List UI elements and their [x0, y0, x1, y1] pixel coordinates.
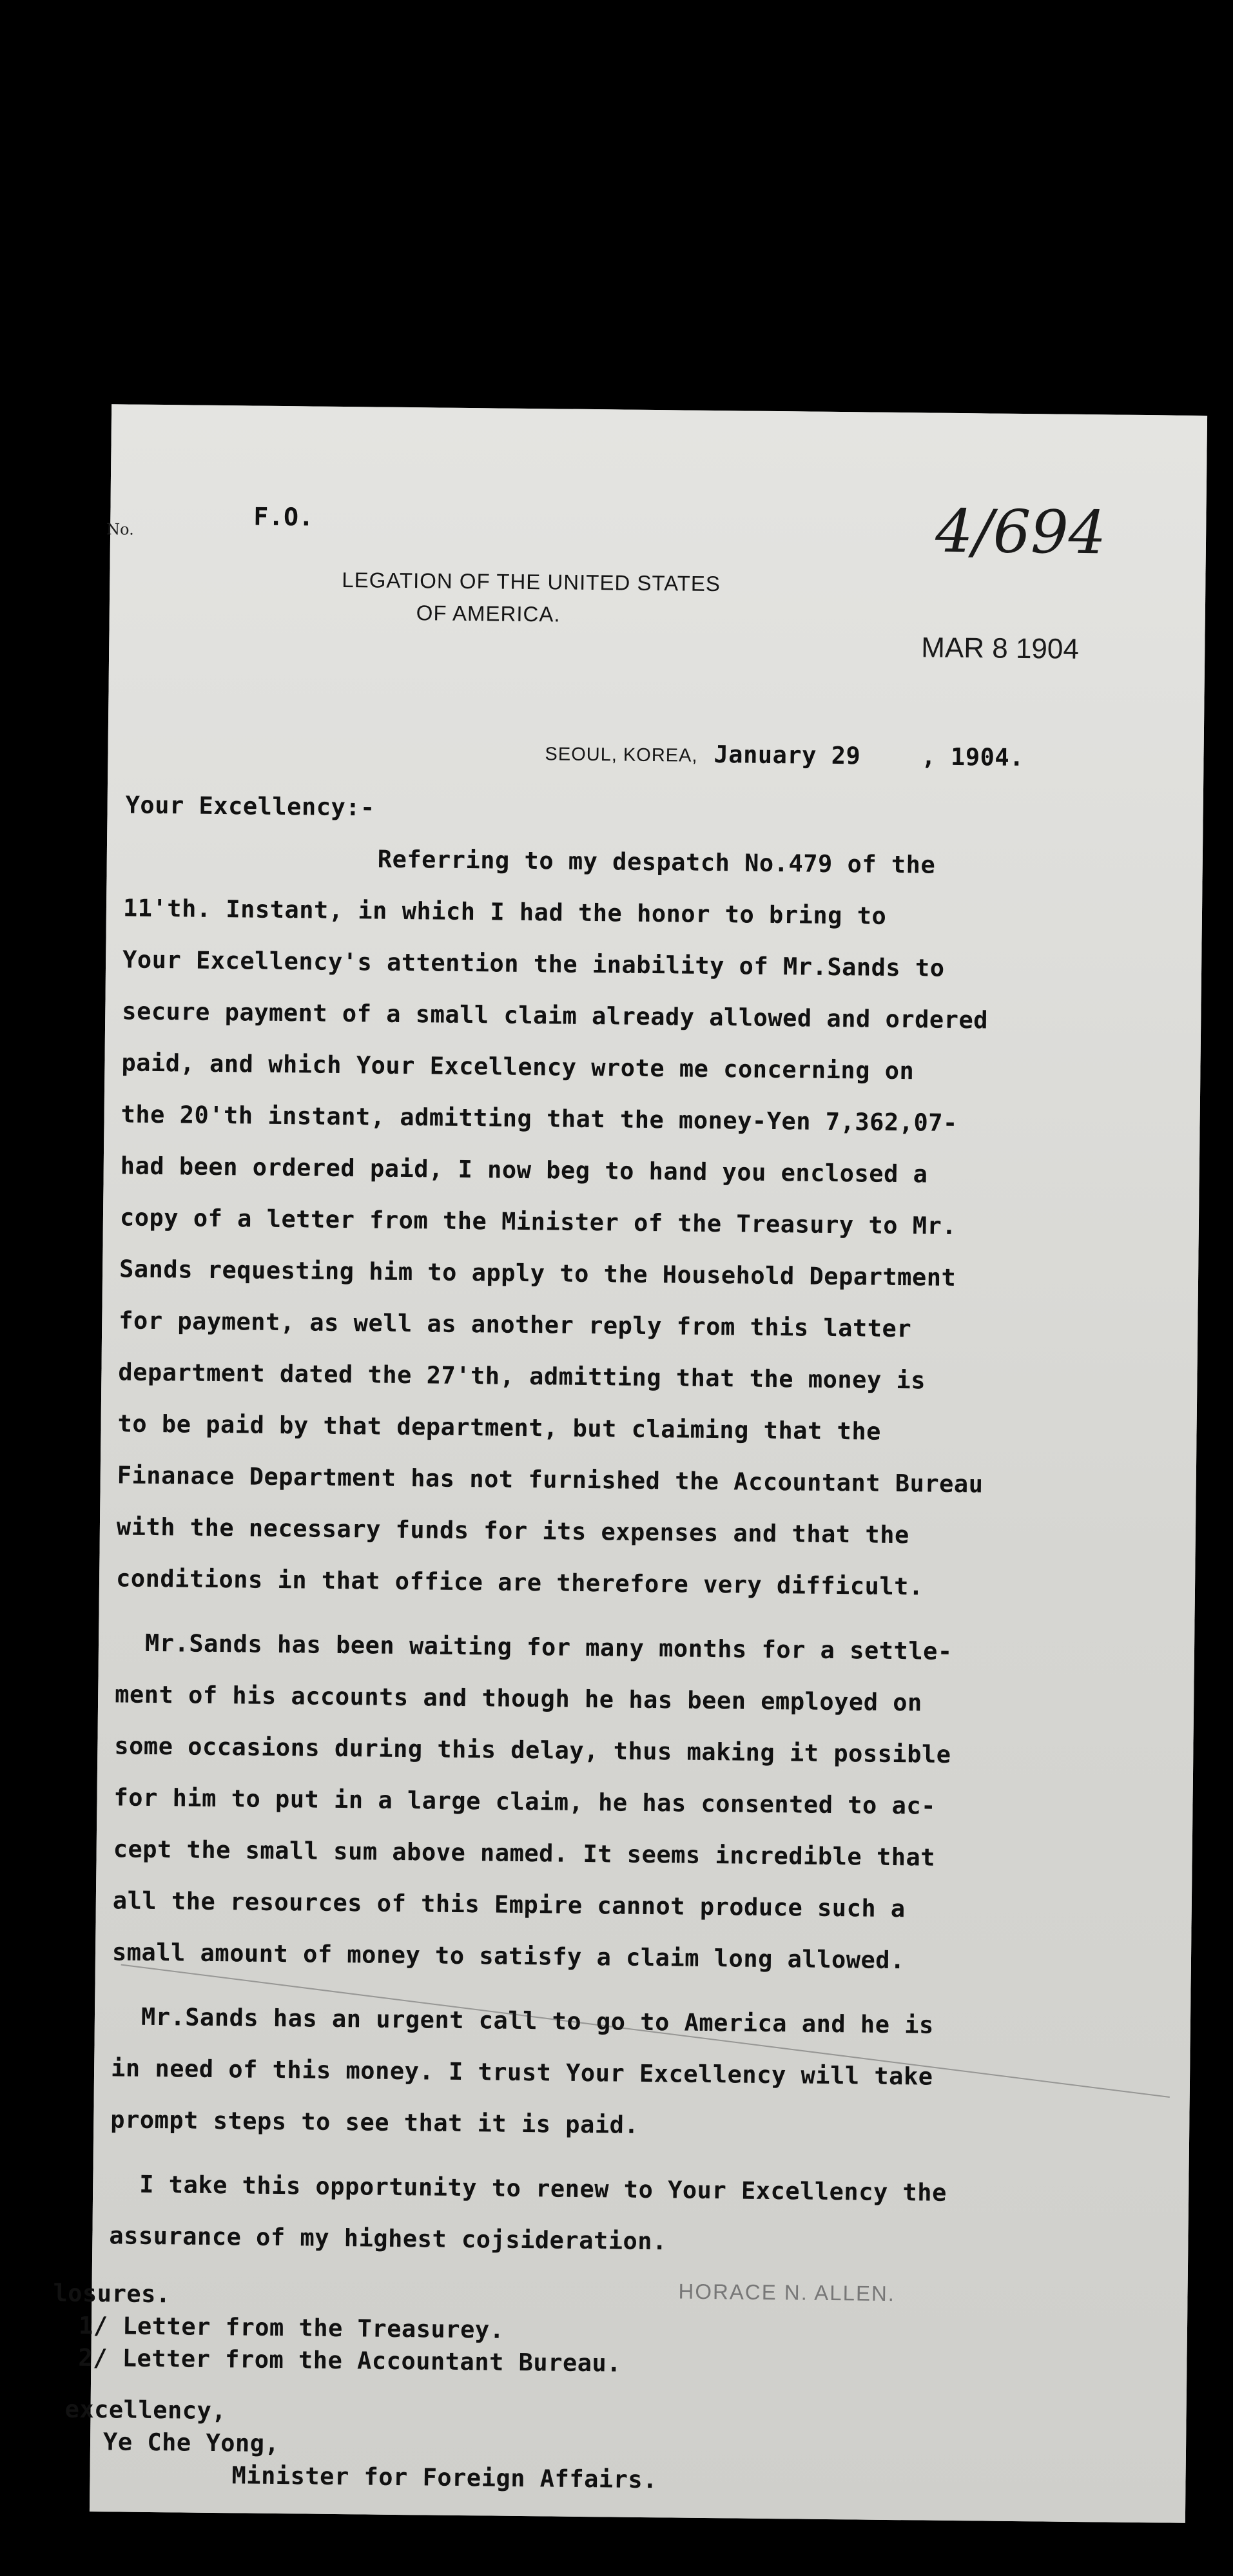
signature-stamp: HORACE N. ALLEN.: [678, 2279, 896, 2306]
body-line: for him to put in a large claim, he has consented to ac-: [113, 1783, 937, 1820]
body-line: the 20'th instant, admitting that the money-Yen 7,362,07-: [121, 1100, 958, 1137]
addressee-line: excellency,: [64, 2395, 227, 2425]
body-line: Mr.Sands has been waiting for many months for a settle-: [144, 1629, 953, 1665]
legation-heading-country: OF AMERICA.: [416, 601, 561, 626]
document-page: [53, 404, 1207, 2523]
body-line: cept the small sum above named. It seems incredible that: [113, 1835, 936, 1872]
body-line: assurance of my highest cojsideration.: [109, 2222, 668, 2256]
dateline-place: SEOUL, KOREA,: [545, 744, 698, 766]
body-line: copy of a letter from the Minister of the Treasury to Mr.: [119, 1203, 957, 1240]
body-line: Mr.Sands has an urgent call to go to America and he is: [141, 2002, 935, 2039]
legation-heading: LEGATION OF THE UNITED STATES: [342, 567, 721, 596]
handwritten-file-number: 4/694: [935, 496, 1107, 568]
enclosure-item: 2/ Letter from the Accountant Bureau.: [78, 2343, 622, 2377]
enclosures-heading: losures.: [53, 2279, 171, 2309]
body-line: Finanace Department has not furnished the Accountant Bureau: [117, 1461, 984, 1498]
body-line: 11'th. Instant, in which I had the honor to bring to: [122, 894, 887, 930]
body-line: I take this opportunity to renew to Your Excellency the: [139, 2170, 947, 2207]
fo-marking: F.O.: [253, 502, 315, 532]
body-line: secure payment of a small claim already allowed and ordered: [122, 997, 989, 1034]
number-label: No.: [106, 520, 134, 539]
received-date-stamp: MAR 8 1904: [921, 632, 1080, 665]
addressee-name: Ye Che Yong,: [102, 2428, 280, 2458]
body-line: small amount of money to satisfy a claim long allowed.: [112, 1938, 906, 1975]
dateline-year: , 1904.: [921, 742, 1025, 772]
body-line: to be paid by that department, but claiming that the: [117, 1409, 882, 1446]
body-line: had been ordered paid, I now beg to hand you enclosed a: [120, 1152, 928, 1188]
body-line: in need of this money. I trust Your Excellency will take: [110, 2054, 933, 2091]
body-line: prompt steps to see that it is paid.: [110, 2106, 639, 2139]
addressee-title: Minister for Foreign Affairs.: [231, 2461, 658, 2494]
body-line: Sands requesting him to apply to the Household Department: [119, 1255, 956, 1292]
body-line: conditions in that office are therefore very difficult.: [115, 1564, 924, 1601]
body-line: ment of his accounts and though he has been employed on: [114, 1680, 923, 1717]
body-line: paid, and which Your Excellency wrote me concerning on: [121, 1049, 915, 1085]
body-line: some occasions during this delay, thus making it possible: [114, 1732, 951, 1768]
salutation: Your Excellency:-: [125, 791, 376, 822]
dateline-date: January 29: [714, 741, 861, 770]
body-line: with the necessary funds for its expenses and that the: [116, 1513, 909, 1549]
body-line: all the resources of this Empire cannot produce such a: [112, 1886, 906, 1923]
body-line: for payment, as well as another reply from this latter: [119, 1306, 912, 1343]
enclosure-item: 1/ Letter from the Treasurey.: [78, 2311, 505, 2344]
body-line: Your Excellency's attention the inability of Mr.Sands to: [122, 945, 945, 982]
body-line: department dated the 27'th, admitting that the money is: [118, 1358, 926, 1395]
body-line: Referring to my despatch No.479 of the: [377, 845, 936, 879]
